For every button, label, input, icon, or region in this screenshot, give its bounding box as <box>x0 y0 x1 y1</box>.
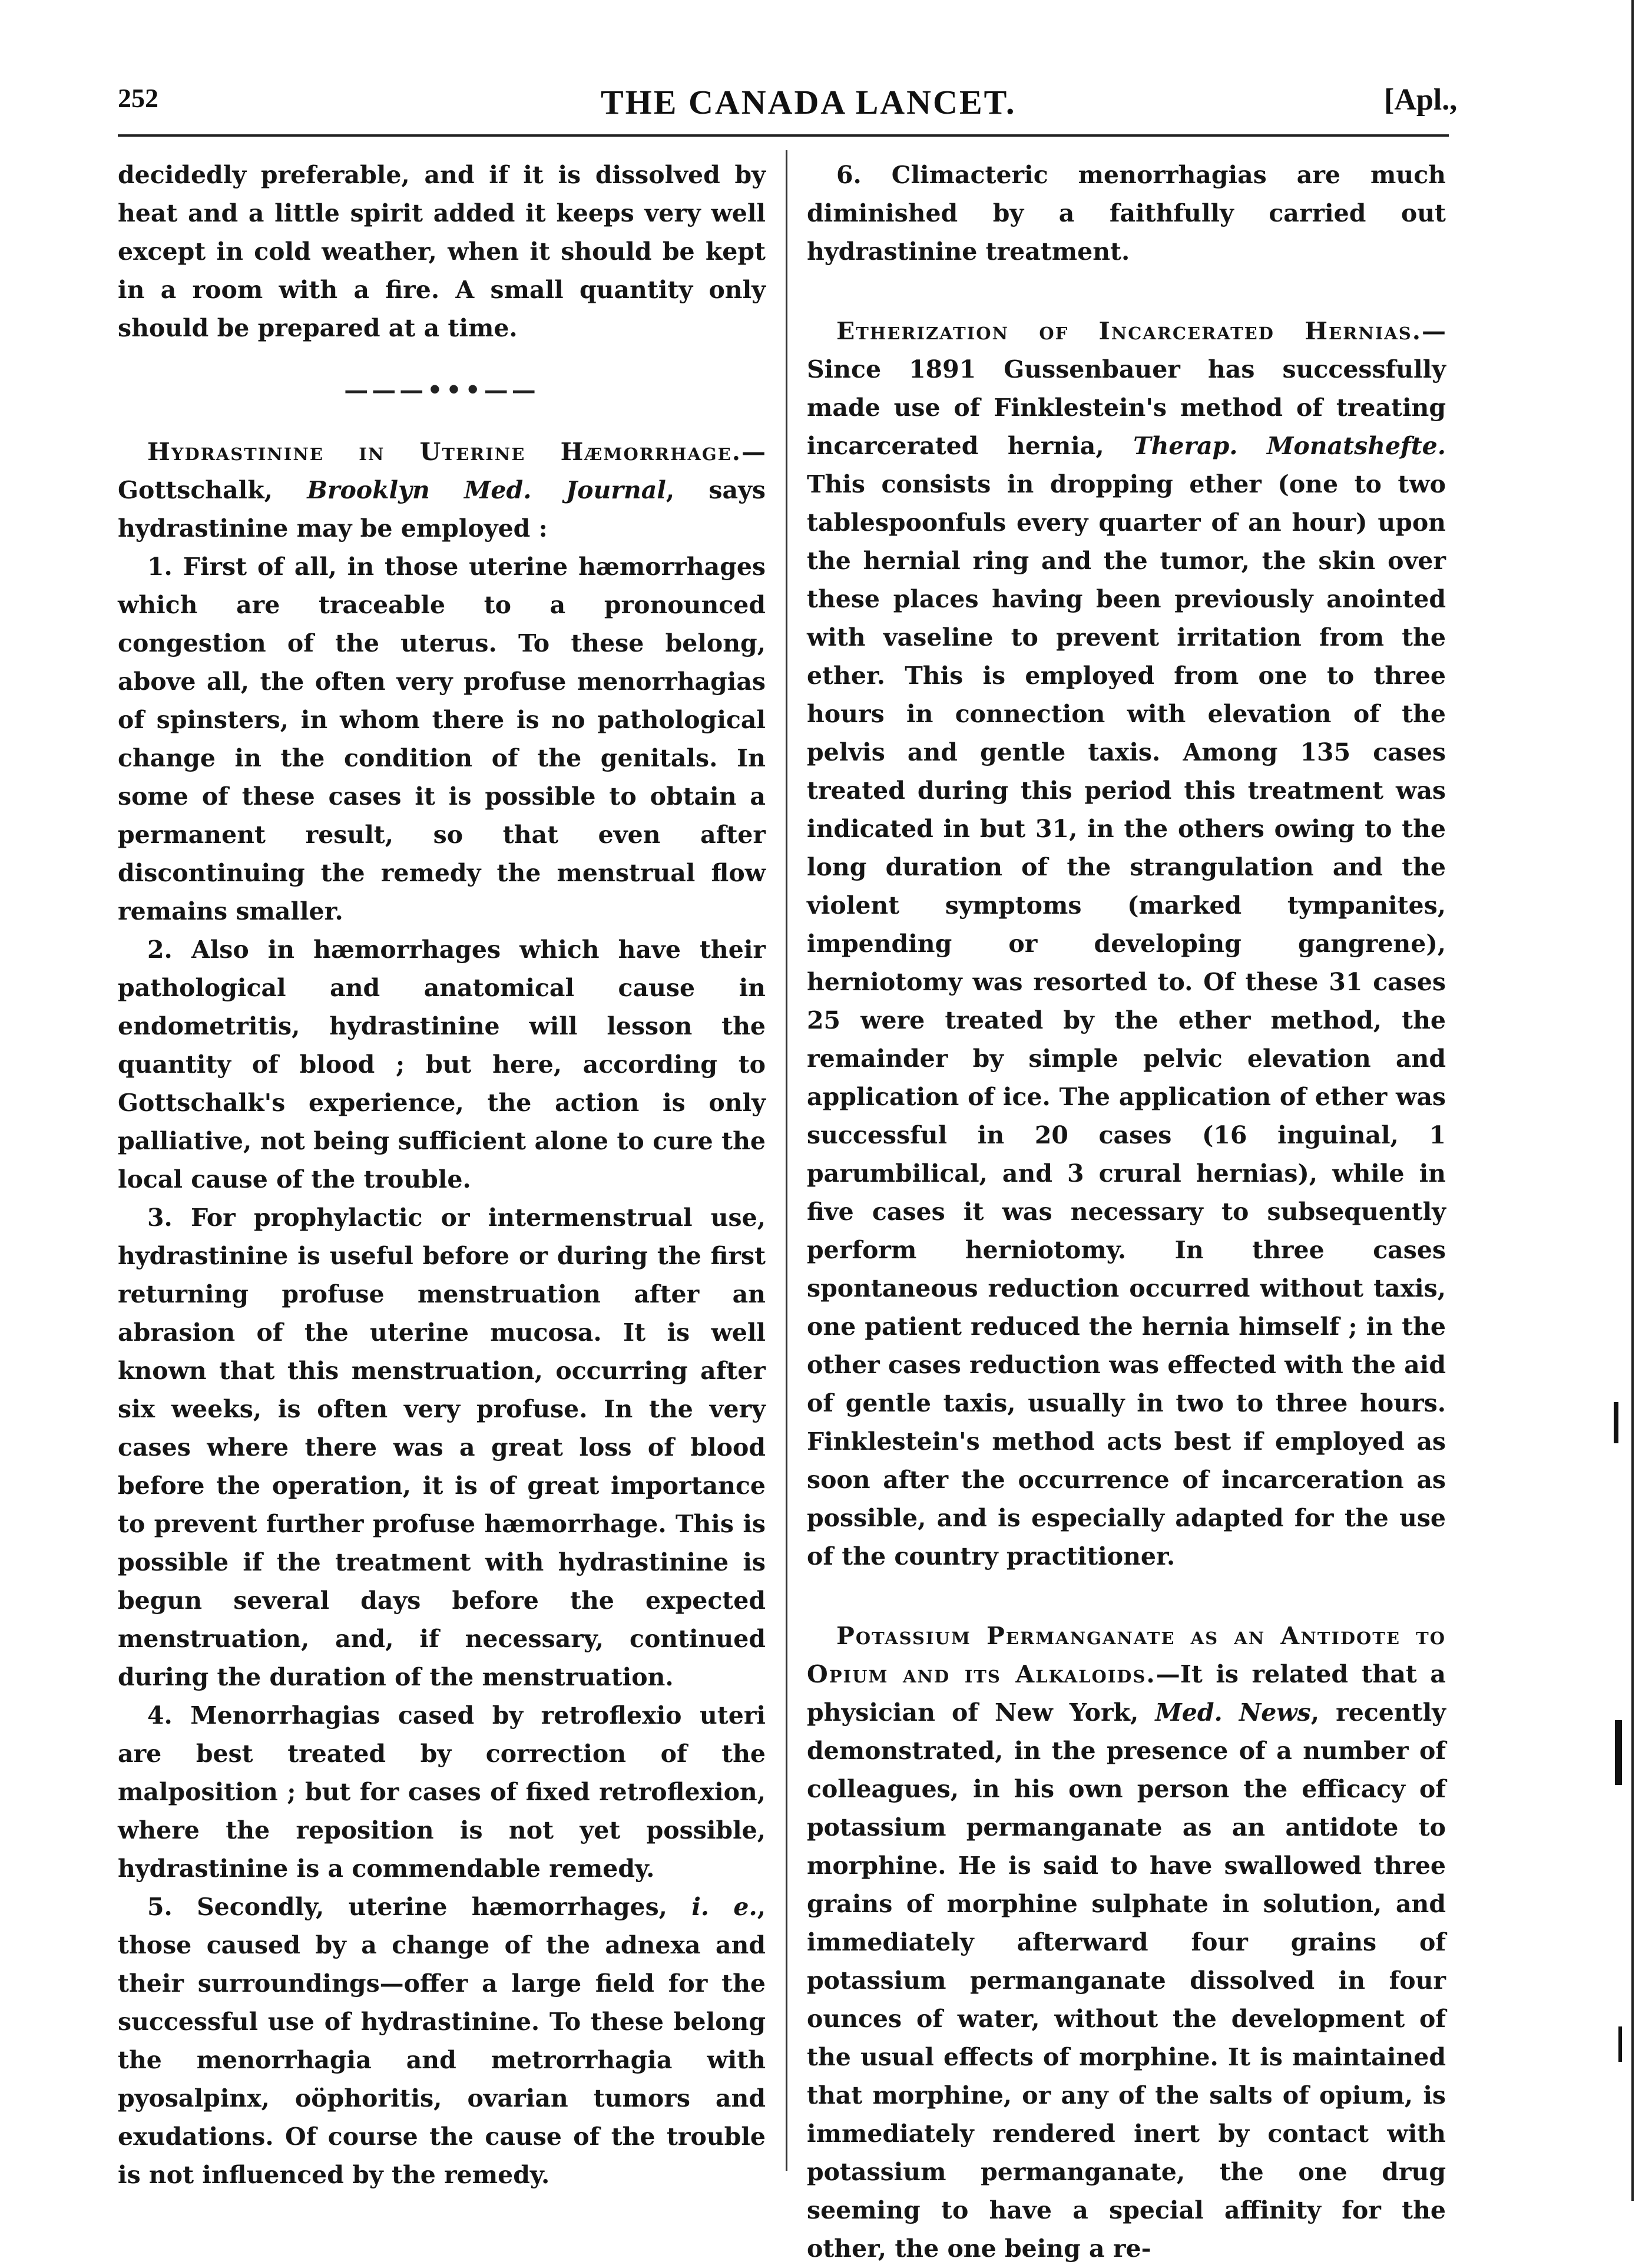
section-gap <box>807 1576 1446 1617</box>
list-item-2: 2. Also in hæmorrhages which have their pathological and anatomical cause in endometritis, hydrastinine will lesson the quantity of blood ; but here, according to Gottschalk's experience, the action is only palliative, not being sufficient alone to cure the local cause of the trouble. <box>118 935 766 1193</box>
intro-text-b: , says hydrastinine may be employed : <box>118 476 766 543</box>
journal-title: THE CANADA LANCET. <box>601 83 1017 121</box>
left-column <box>118 156 766 2194</box>
source-citation: Med. News <box>1155 1698 1311 1727</box>
section-gap <box>807 271 1446 312</box>
page-number: 252 <box>118 83 158 113</box>
list-item-5 <box>118 1888 766 2194</box>
article-body-a: —It is related that a physician of New York, <box>807 1660 1446 1727</box>
article-etherization <box>807 312 1446 1576</box>
article-body-b: , recently demonstrated, in the presence of a number of colleagues, in his own person the efficacy of potassium permanganate as an antidote to morphine. He is said to have swallowed three grains of morphine sulphate in solution, and immediately afterward four grains of potassium permanganate dissolved in four ounces of water, without the development of the usual effects of morphine. It is maintained that morphine, or any of the salts of opium, is immediately rendered inert by contact with potassium permanganate, the one drug seeming to have a special affinity for the other, the one being a re- <box>807 1698 1446 2263</box>
list-item-6: 6. Climacteric menorrhagias are much diminished by a faithfully carried out hydrastinine treatment. <box>807 161 1446 266</box>
list-item-4: 4. Menorrhagias cased by retroflexio uteri are best treated by correction of the malposition ; but for cases of fixed retroflexion, where the reposition is not yet possible, hydrastinine is a commendable remedy. <box>118 1701 766 1883</box>
section-ornament: ———•••—— <box>344 376 539 404</box>
article-heading: Potassium Permanganate as an Antidote to Opium and its Alkaloids. <box>807 1622 1446 1688</box>
source-citation: Therap. Monatshefte. <box>1133 432 1446 460</box>
article-body-a: — Since 1891 Gussenbauer has successfully made use of Finklestein's method of treating incarcerated hernia, <box>807 317 1446 460</box>
column-divider <box>786 150 787 2171</box>
page-edge-mark <box>1618 2026 1622 2062</box>
article-heading: Etherization of Incarcerated Hernias. <box>836 317 1422 345</box>
article-body-b: This consists in dropping ether (one to two tablespoonfuls every quarter of an hour) upon the hernial ring and the tumor, the skin over these places having been previously anointed with vaseline to prevent irritation from the ether. This is employed from one to three hours in connection with elevation of the pelvis and gentle taxis. Among 135 cases treated during this period this treatment was indicated in but 31, in the others owing to the long duration of the strangulation and the violent symptoms (marked tympanites, impending or developing gangrene), herniotomy was resorted to. Of these 31 cases 25 were treated by the ether method, the remainder by simple pelvic elevation and application of ice. The application of ether was successful in 20 cases (16 inguinal, 1 parumbilical, and 3 crural hernias), while in five cases it was necessary to subsequently perform herniotomy. In three cases spontaneous reduction occurred without taxis, one patient reduced the hernia himself ; in the other cases reduction was effected with the aid of gentle taxis, usually in two to three hours. Finklestein's method acts best if employed as soon after the occurrence of incarceration as possible, and is especially adapted for the use of the country practitioner. <box>807 470 1446 1571</box>
list-item-1: 1. First of all, in those uterine hæmorrhages which are traceable to a pronounced congestion of the uterus. To these belong, above all, the often very profuse menorrhagias of spinsters, in whom there is no pathological change in the condition of the genitals. In some of these cases it is possible to obtain a permanent result, so that even after discontinuing the remedy the menstrual flow remains smaller. <box>118 553 766 925</box>
intro-text-a: — Gottschalk, <box>118 438 766 504</box>
item5-ie: i. e. <box>691 1893 757 1921</box>
article-hydrastinine-intro <box>118 433 766 548</box>
page-edge-mark <box>1615 1720 1622 1785</box>
article-permanganate <box>807 1617 1446 2268</box>
issue-label: [Apl., <box>1384 83 1458 117</box>
continued-paragraph: decidedly preferable, and if it is dissolved by heat and a little spirit added it keeps very well except in cold weather, when it should be kept in a room with a fire. A small quantity only should be prepared at a time. <box>118 161 766 342</box>
item5-text-a: 5. Secondly, uterine hæmorrhages, <box>147 1893 692 1921</box>
article-heading: Hydrastinine in Uterine Hæmorrhage. <box>147 438 741 466</box>
source-citation: Brooklyn Med. Journal <box>307 476 666 504</box>
page-edge-line <box>1631 0 1634 2201</box>
page-edge-mark <box>1614 1402 1618 1443</box>
right-column <box>807 156 1446 2268</box>
list-item-3: 3. For prophylactic or intermenstrual use, hydrastinine is useful before or during the first returning profuse menstruation after an abrasion of the uterine mucosa. It is well known that this menstruation, occurring after six weeks, is often very profuse. In the very cases where there was a great loss of blood before the operation, it is of great importance to prevent further profuse hæmorrhage. This is possible if the treatment with hydrastinine is begun several days before the expected menstruation, and, if necessary, continued during the duration of the menstruation. <box>118 1204 766 1691</box>
item5-text-b: , those caused by a change of the adnexa and their surroundings—offer a large field for the successful use of hydrastinine. To these belong the menorrhagia and metrorrhagia with pyosalpinx, oöphoritis, ovarian tumors and exudations. Of course the cause of the trouble is not influenced by the remedy. <box>118 1893 766 2189</box>
header-rule <box>118 134 1449 137</box>
